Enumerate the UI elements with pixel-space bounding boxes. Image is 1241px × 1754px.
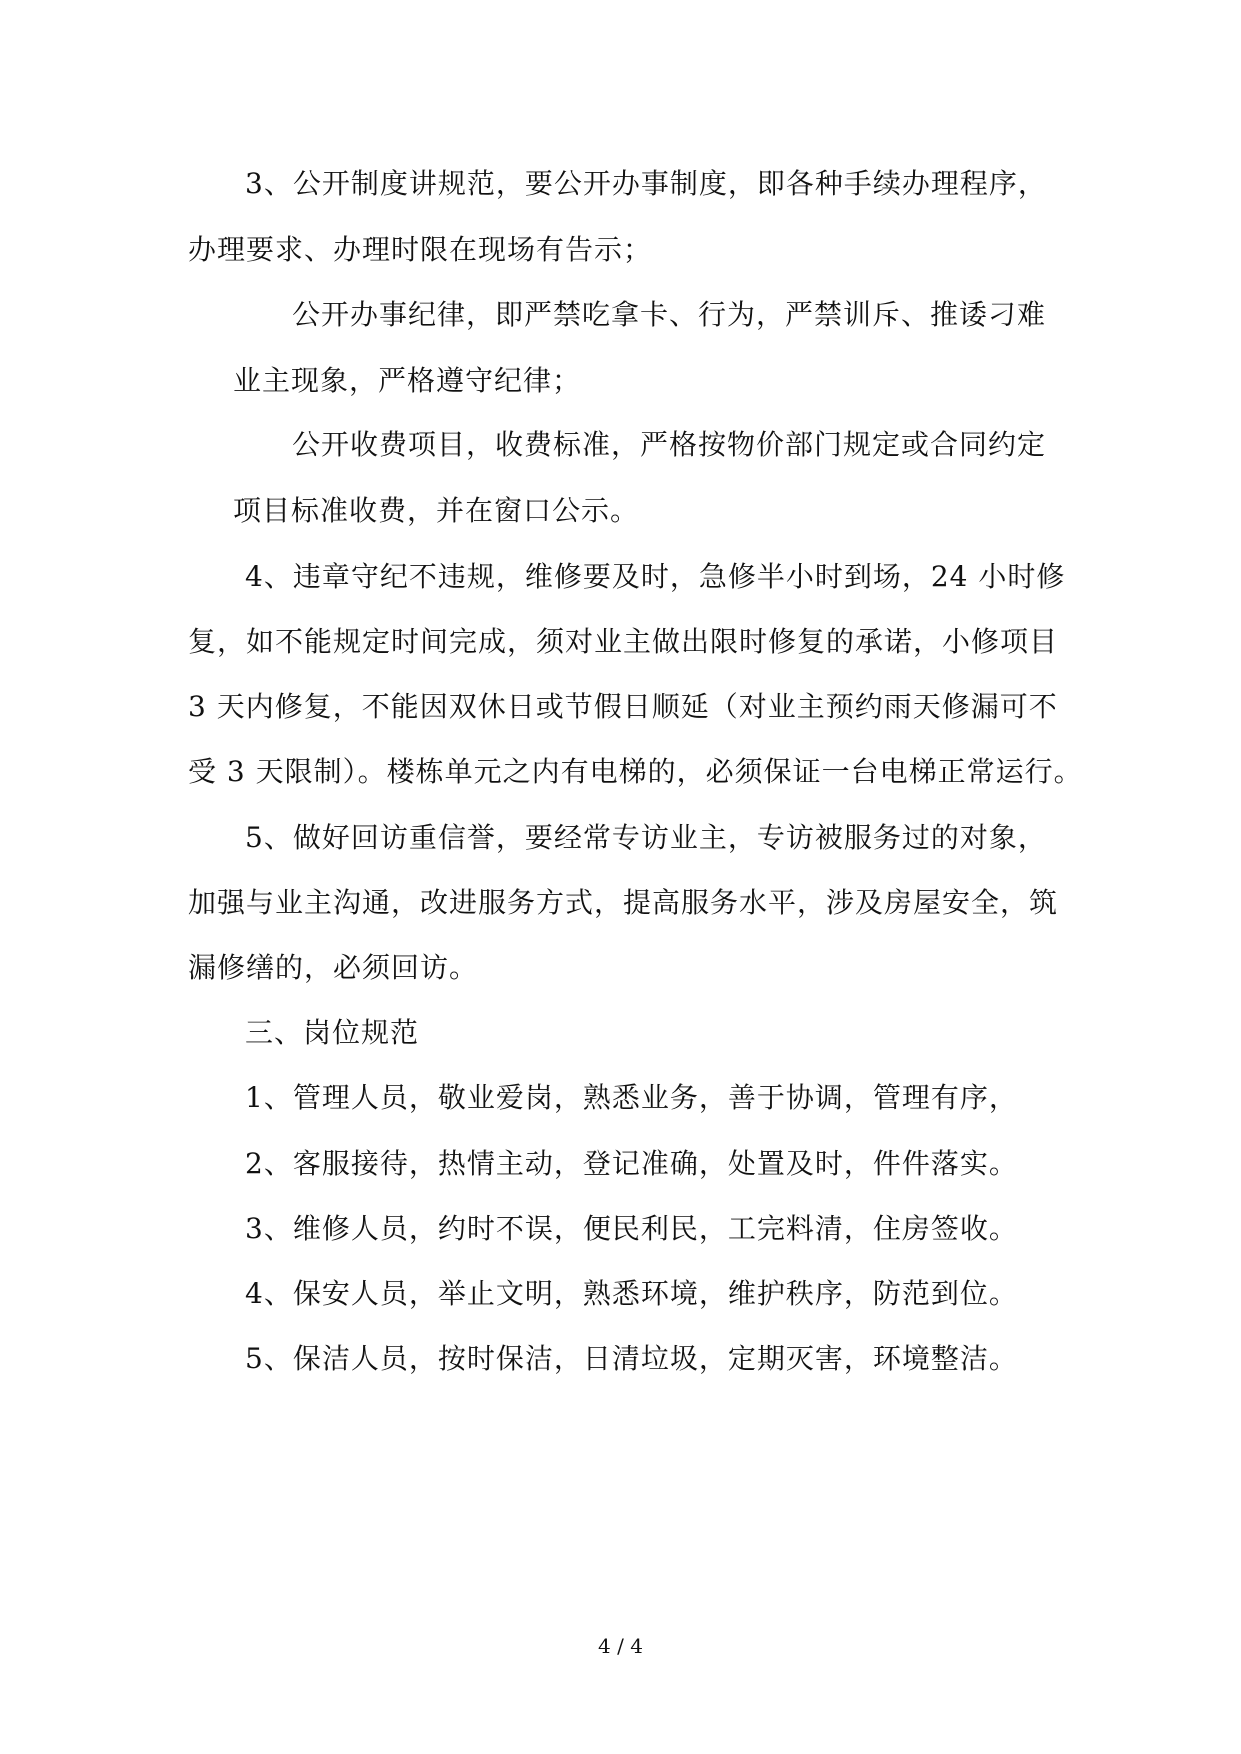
text-line: 1、管理人员，敬业爱岗，熟悉业务，善于协调，管理有序， (245, 1081, 1018, 1114)
text-line: 业主现象，严格遵守纪律； (233, 364, 582, 397)
text-line: 受 3 天限制）。楼栋单元之内有电梯的，必须保证一台电梯正常运行。 (188, 755, 1083, 788)
text-line: 3 天内修复，不能因双休日或节假日顺延（对业主预约雨天修漏可不 (188, 690, 1058, 723)
text-line: 公开办事纪律，即严禁吃拿卡、行为，严禁训斥、推诿刁难 (292, 298, 1047, 331)
section-heading: 三、岗位规范 (245, 1016, 420, 1049)
text-line: 5、保洁人员，按时保洁，日清垃圾，定期灭害，环境整洁。 (245, 1342, 1018, 1375)
text-line: 项目标准收费，并在窗口公示。 (233, 494, 640, 527)
text-line: 公开收费项目，收费标准，严格按物价部门规定或合同约定 (292, 428, 1047, 461)
text-line: 3、公开制度讲规范，要公开办事制度，即各种手续办理程序， (245, 167, 1047, 200)
text-line: 办理要求、办理时限在现场有告示； (188, 233, 653, 266)
text-line: 漏修缮的，必须回访。 (188, 951, 479, 984)
page-number: 4 / 4 (598, 1634, 643, 1658)
text-line: 4、保安人员，举止文明，熟悉环境，维护秩序，防范到位。 (245, 1277, 1018, 1310)
text-line: 2、客服接待，热情主动，登记准确，处置及时，件件落实。 (245, 1147, 1018, 1180)
text-line: 3、维修人员，约时不误，便民利民，工完料清，住房签收。 (245, 1212, 1018, 1245)
text-line: 5、做好回访重信誉，要经常专访业主，专访被服务过的对象， (245, 821, 1047, 854)
text-line: 加强与业主沟通，改进服务方式，提高服务水平，涉及房屋安全，筑 (188, 886, 1059, 919)
text-line: 复，如不能规定时间完成，须对业主做出限时修复的承诺，小修项目 (188, 625, 1059, 658)
text-line: 4、违章守纪不违规，维修要及时，急修半小时到场，24 小时修 (245, 560, 1066, 593)
